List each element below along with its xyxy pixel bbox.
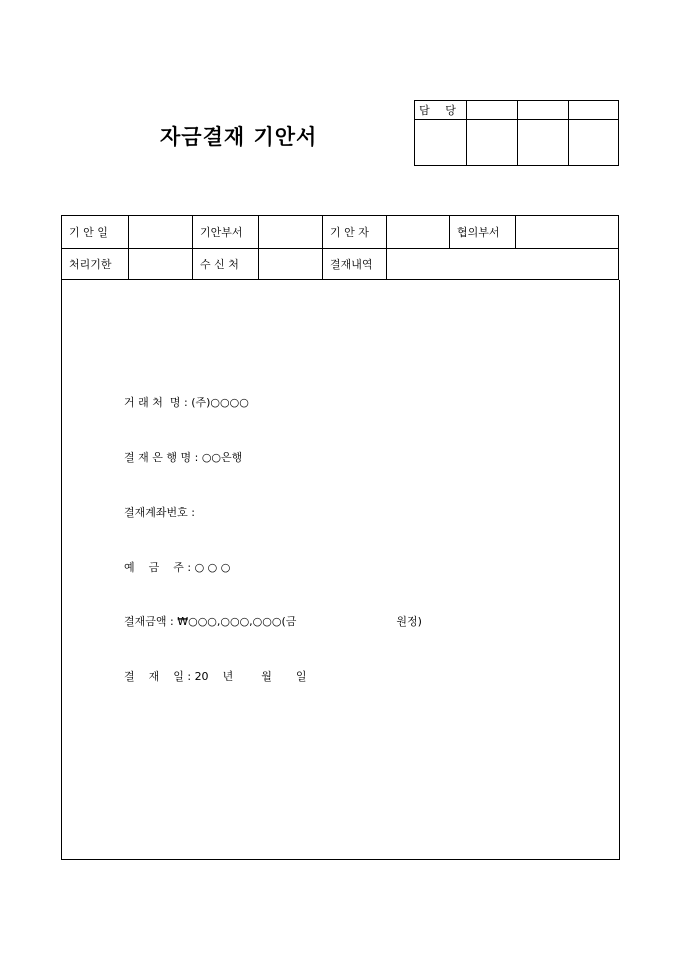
amount-label: 결재금액 [124,615,167,628]
bank-field: 결 재 은 행 명 : ○○은행 [124,451,243,464]
approval-signature-cell[interactable] [467,120,518,166]
recipient-value[interactable] [259,249,323,280]
bank-value[interactable]: ○○은행 [201,451,243,464]
recipient-label: 수 신 처 [193,249,259,280]
amount-value[interactable]: ₩○○○,○○○,○○○(금 [177,615,297,628]
date-label: 결 재 일 [124,670,184,683]
payment-details-label: 결재내역 [323,249,387,280]
approval-cell [569,101,619,120]
deadline-label: 처리기한 [62,249,129,280]
drafter-value[interactable] [387,216,450,249]
approval-cell [467,101,518,120]
drafter-label: 기 안 자 [323,216,387,249]
consult-dept-value[interactable] [516,216,619,249]
info-table [61,215,619,280]
approval-signature-cell[interactable] [518,120,569,166]
draft-date-label: 기 안 일 [62,216,129,249]
holder-value[interactable]: ○ ○ ○ [194,561,231,574]
client-label: 거 래 처 명 [124,396,181,409]
client-field: 거 래 처 명 : (주)○○○○ [124,396,249,409]
account-label: 결재계좌번호 [124,506,188,519]
bank-label: 결 재 은 행 명 [124,451,192,464]
deadline-value[interactable] [129,249,193,280]
amount-field: 결재금액 : ₩○○○,○○○,○○○(금 원정) [124,615,422,628]
approval-cell [518,101,569,120]
approval-signature-cell[interactable] [569,120,619,166]
date-field: 결 재 일 : 20 년 월 일 [124,670,307,683]
body-box [61,280,620,860]
date-day: 일 [295,670,307,683]
document-title: 자금결재 기안서 [160,125,318,149]
holder-label: 예 금 주 [124,561,184,574]
date-prefix[interactable]: 20 [194,670,209,683]
amount-suffix: 원정) [396,615,422,628]
draft-dept-label: 기안부서 [193,216,259,249]
payment-details-value[interactable] [387,249,619,280]
approval-signature-cell[interactable] [415,120,467,166]
consult-dept-label: 협의부서 [450,216,516,249]
account-field: 결재계좌번호 : [124,506,199,519]
draft-date-value[interactable] [129,216,193,249]
draft-dept-value[interactable] [259,216,323,249]
date-year: 년 [222,670,234,683]
date-month: 월 [261,670,272,683]
approval-box [414,100,619,166]
holder-field: 예 금 주 : ○ ○ ○ [124,561,231,574]
client-value[interactable]: (주)○○○○ [191,396,249,409]
approval-label: 담 당 [415,101,467,120]
